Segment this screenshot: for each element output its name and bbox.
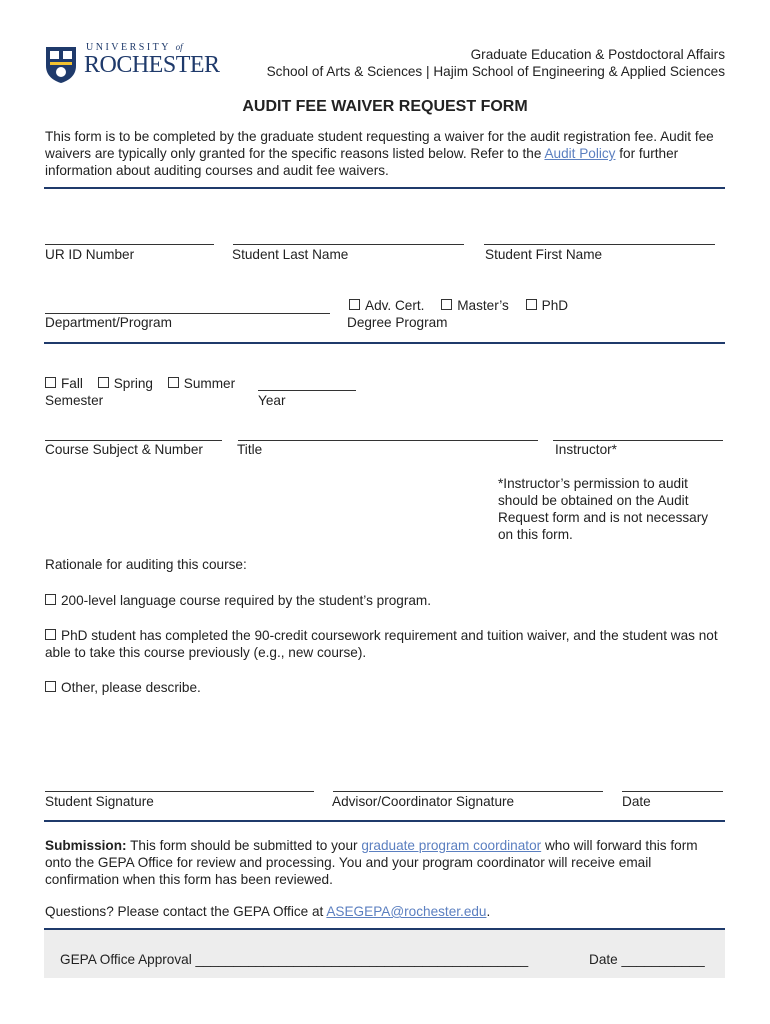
gepa-email-link[interactable]: ASEGEPA@rochester.edu — [326, 904, 487, 919]
student-signature-line[interactable] — [45, 791, 314, 792]
submission-label: Submission: — [45, 838, 127, 853]
questions-line: Questions? Please contact the GEPA Office at ASEGEPA@rochester.edu. — [45, 904, 491, 919]
ur-id-label: UR ID Number — [45, 247, 135, 262]
instructor-note: *Instructor’s permission to audit should be obtained on the Audit Request form and is not necessary on this form. — [498, 476, 709, 542]
advisor-signature-line[interactable] — [333, 791, 603, 792]
section-divider — [44, 187, 725, 189]
university-logo — [44, 42, 219, 86]
first-name-label: Student First Name — [485, 247, 603, 262]
ur-id-input-line[interactable] — [45, 244, 214, 245]
logo-university-text: UNIVERSITY — [86, 42, 171, 53]
audit-policy-link[interactable]: Audit Policy — [544, 146, 616, 161]
year-label: Year — [258, 393, 286, 408]
degree-program-label: Degree Program — [347, 315, 448, 330]
rationale-heading: Rationale for auditing this course: — [45, 557, 247, 572]
rationale-option-2[interactable]: PhD student has completed the 90-credit coursework requirement and tuition waiver, and the student was not able to take this course previously (e.g., new course). — [45, 628, 718, 660]
advisor-signature-label: Advisor/Coordinator Signature — [332, 794, 515, 809]
checkbox-icon — [45, 681, 56, 692]
first-name-input-line[interactable] — [484, 244, 715, 245]
checkbox-icon — [526, 299, 537, 310]
instructor-input-line[interactable] — [553, 440, 723, 441]
checkbox-icon — [45, 594, 56, 605]
degree-masters-checkbox[interactable]: Master’s — [441, 298, 509, 313]
university-seal-icon — [44, 44, 78, 84]
semester-options — [45, 376, 235, 391]
gepa-approval-label: GEPA Office Approval ____________________________________________ — [60, 952, 529, 967]
student-signature-label: Student Signature — [45, 794, 154, 809]
gepa-approval-box — [44, 928, 725, 978]
rationale-option-3[interactable]: Other, please describe. — [45, 679, 725, 696]
gepa-approval-date: Date ___________ — [589, 952, 705, 967]
last-name-label: Student Last Name — [232, 247, 349, 262]
degree-options — [349, 298, 568, 313]
checkbox-icon — [45, 629, 56, 640]
logo-of-text: of — [175, 42, 183, 52]
degree-phd-checkbox[interactable]: PhD — [526, 298, 568, 313]
title-input-line[interactable] — [238, 440, 538, 441]
header-line-1: Graduate Education & Postdoctoral Affairs — [470, 47, 725, 62]
semester-fall-checkbox[interactable]: Fall — [45, 376, 83, 391]
course-label: Course Subject & Number — [45, 442, 203, 457]
program-coordinator-link[interactable]: graduate program coordinator — [361, 838, 542, 853]
semester-label: Semester — [45, 393, 104, 408]
checkbox-icon — [441, 299, 452, 310]
department-input-line[interactable] — [45, 313, 330, 314]
logo-rochester-text: ROCHESTER — [84, 52, 220, 78]
section-divider — [44, 342, 725, 344]
checkbox-icon — [98, 377, 109, 388]
date-label: Date — [622, 794, 651, 809]
section-divider — [44, 820, 725, 822]
intro-text-2: for further information about auditing courses and audit fee waivers. — [45, 146, 679, 178]
degree-adv-cert-checkbox[interactable]: Adv. Cert. — [349, 298, 424, 313]
intro-text-1: This form is to be completed by the graduate student requesting a waiver for the audit registration fee. Audit fee waivers are typically only granted for the specific reasons listed below. Refer to the — [45, 129, 714, 161]
course-input-line[interactable] — [45, 440, 222, 441]
department-label: Department/Program — [45, 315, 172, 330]
instructor-label: Instructor* — [555, 442, 617, 457]
header-line-2: School of Arts & Sciences | Hajim School of Engineering & Applied Sciences — [266, 64, 725, 79]
semester-spring-checkbox[interactable]: Spring — [98, 376, 153, 391]
form-title: AUDIT FEE WAIVER REQUEST FORM — [242, 98, 528, 115]
date-line[interactable] — [622, 791, 723, 792]
checkbox-icon — [45, 377, 56, 388]
intro-paragraph — [45, 128, 725, 179]
checkbox-icon — [168, 377, 179, 388]
checkbox-icon — [349, 299, 360, 310]
submission-paragraph: Submission: This form should be submitted to your graduate program coordinator who will forward this form onto the GEPA Office for review and processing. You and your program coordinator will receive email confirmation when this form has been reviewed. — [45, 838, 698, 887]
semester-summer-checkbox[interactable]: Summer — [168, 376, 235, 391]
year-input-line[interactable] — [258, 390, 356, 391]
last-name-input-line[interactable] — [233, 244, 464, 245]
rationale-option-1[interactable]: 200-level language course required by the student’s program. — [45, 592, 725, 609]
title-label: Title — [237, 442, 263, 457]
